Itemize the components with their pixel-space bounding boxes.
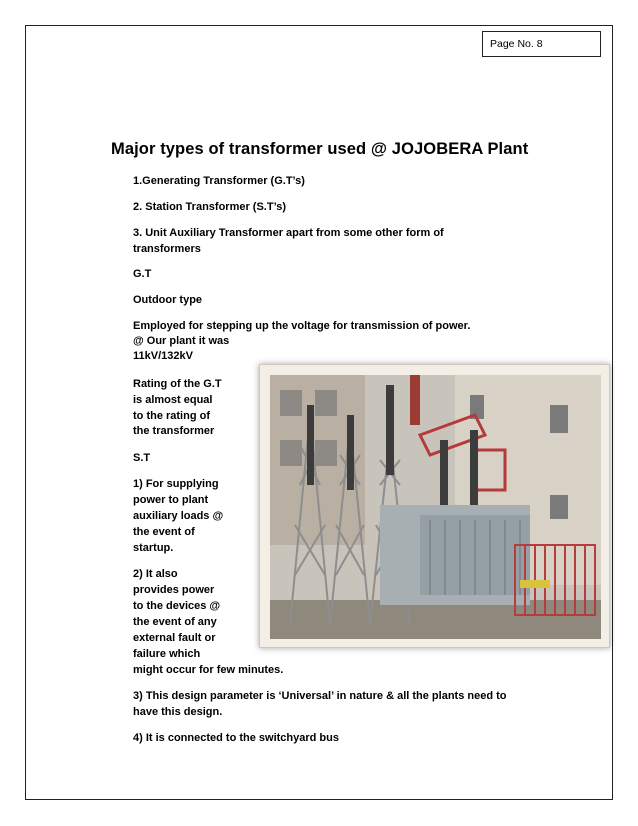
paragraph-line: have this design. [133,706,223,718]
paragraph-line: 4) It is connected to the switchyard bus [133,732,339,744]
transformer-illustration [270,375,601,639]
transformer-photo [259,364,610,648]
paragraph-line: Outdoor type [133,294,203,306]
paragraph-line: Rating of the G.T [133,378,222,390]
section-heading-st: S.T [133,452,151,464]
paragraph-line: provides power [133,584,215,596]
paragraph-line: startup. [133,542,174,554]
paragraph-line: auxiliary loads @ [133,510,224,522]
section-heading-gt: G.T [133,268,152,280]
paragraph-line: 1) For supplying [133,478,219,490]
paragraph-line: 11kV/132kV [133,350,193,362]
paragraph-line: @ Our plant it was [133,335,230,347]
paragraph-line: the event of [133,526,195,538]
paragraph-line: the event of any [133,616,217,628]
page-title: Major types of transformer used @ JOJOBERA Plant [111,140,529,158]
paragraph-line: to the devices @ [133,600,221,612]
page-number: Page No. 8 [482,31,601,57]
paragraph-line: might occur for few minutes. [133,664,284,676]
paragraph-line: to the rating of [133,410,210,422]
paragraph-line: Employed for stepping up the voltage for transmission of power. [133,320,471,332]
paragraph-line: power to plant [133,494,209,506]
list-item: 2. Station Transformer (S.T’s) [133,201,287,213]
paragraph-line: the transformer [133,425,215,437]
paragraph-line: external fault or [133,632,216,644]
paragraph-line: failure which [133,648,201,660]
paragraph-line: 3) This design parameter is ‘Universal’ in nature & all the plants need to [133,690,507,702]
list-item-continued: transformers [133,243,201,255]
paragraph-line: is almost equal [133,394,213,406]
list-item: 3. Unit Auxiliary Transformer apart from some other form of [133,227,444,239]
paragraph-line: 2) It also [133,568,178,580]
list-item: 1.Generating Transformer (G.T’s) [133,175,305,187]
